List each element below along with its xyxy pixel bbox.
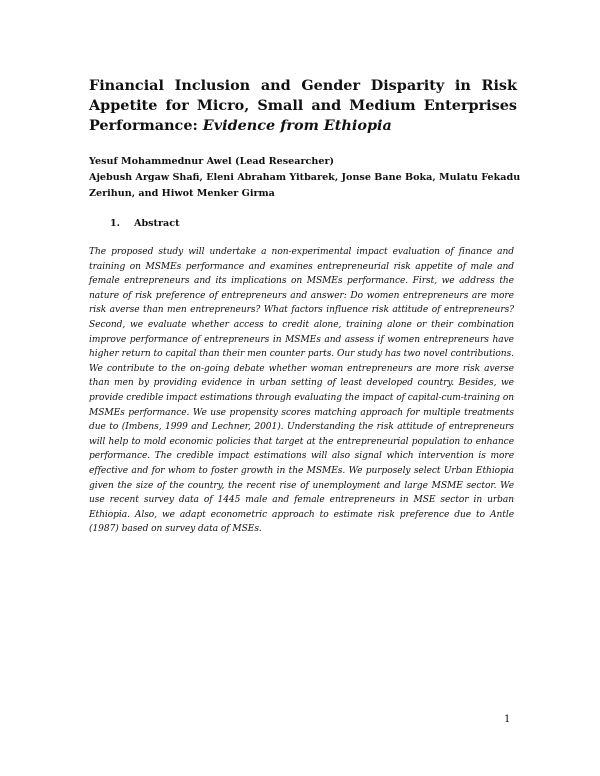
section-number: 1. bbox=[110, 218, 121, 229]
abstract-text: The proposed study will undertake a non-experimental impact evaluation of finance and training on MSMEs performance and examines entrepreneurial risk appetite of male and female entrepreneurs and its implications on MSMEs performance. First, we address the nature of risk preference of entrepreneurs and answer: Do women entrepreneurs are more risk averse than men entrepreneurs? What factors influence risk attitude of entrepreneurs? Second, we evaluate whether access to credit alone, training alone or their combination improve performance of entrepreneurs in MSMEs and assess if women entrepreneurs have higher return to capital than their men counter parts. Our study has two novel contributions. We contribute to the on-going debate whether woman entrepreneurs are more risk averse than men by providing evidence in urban setting of least developed country. Besides, we provide credible impact estimations through evaluating the impact of capital-cum-training on MSMEs performance. We use propensity scores matching approach for multiple treatments due to (Imbens, 1999 and Lechner, 2001). Understanding the risk attitude of entrepreneurs will help to mold economic policies that target at the entrepreneurial population to enhance performance. The credible impact estimations will also signal which intervention is more effective and for whom to foster growth in the MSMEs. We purposely select Urban Ethiopia given the size of the country, the recent rise of unemployment and large MSME sector. We use recent survey data of 1445 male and female entrepreneurs in MSE sector in urban Ethiopia. Also, we adapt econometric approach to estimate risk preference due to Antle (1987) based on survey data of MSEs. bbox=[89, 247, 514, 535]
co-authors: Ajebush Argaw Shafi, Eleni Abraham Yitbarek, Jonse Bane Boka, Mulatu Fekadu Zerihun, and Hiwot Menker Girma bbox=[89, 172, 521, 199]
paper-title bbox=[89, 76, 517, 136]
section-title: Abstract bbox=[134, 218, 180, 229]
page-number: 1 bbox=[504, 714, 511, 725]
author-list bbox=[89, 154, 529, 202]
paper-title-main: Financial Inclusion and Gender Disparity in Risk Appetite for Micro, Small and Medium Enterprises Performance: bbox=[89, 77, 517, 134]
section-heading bbox=[110, 218, 180, 229]
lead-author: Yesuf Mohammednur Awel (Lead Researcher) bbox=[89, 156, 335, 167]
paper-title-subtitle: Evidence from Ethiopia bbox=[202, 117, 392, 134]
